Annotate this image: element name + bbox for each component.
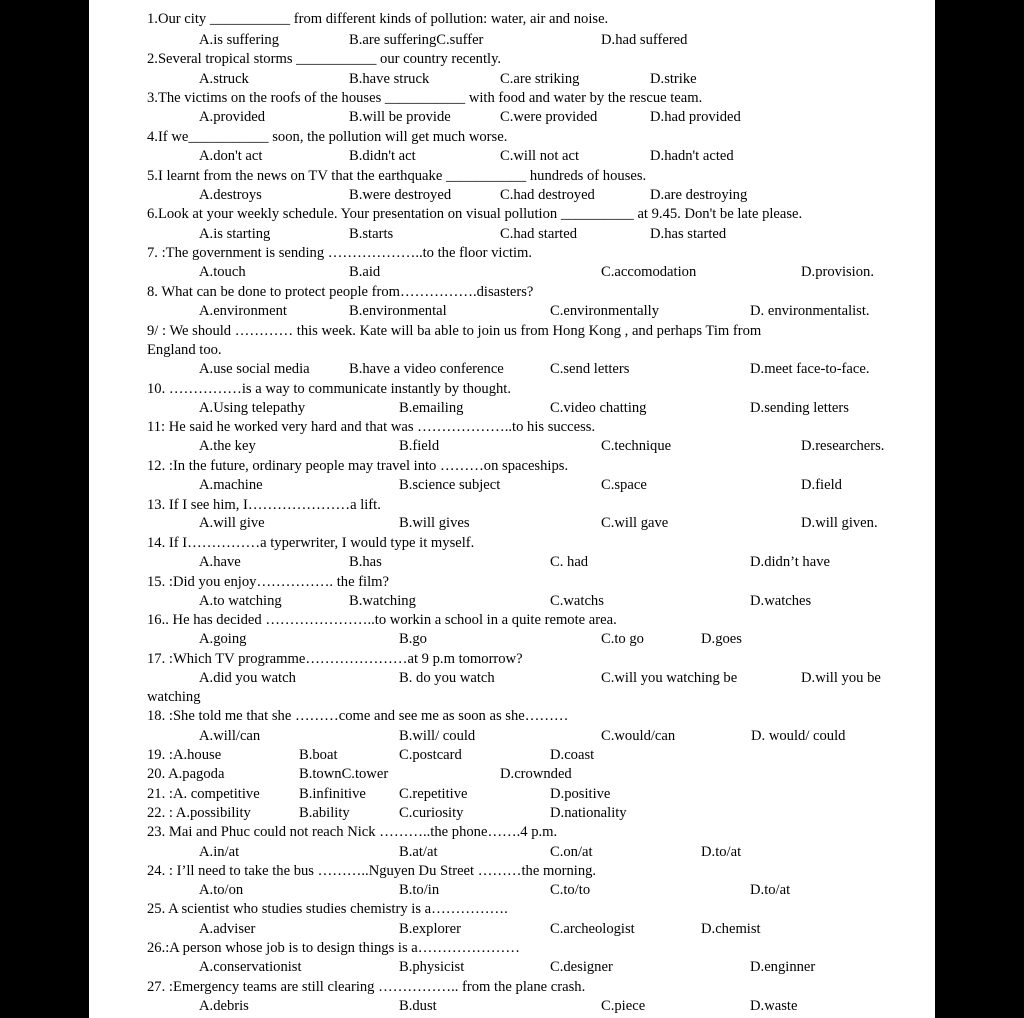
- answer-option: D.waste: [750, 998, 798, 1014]
- question-text: 23. Mai and Phuc could not reach Nick ………..the phone…….4 p.m.: [147, 824, 558, 840]
- options-27: [147, 997, 927, 1016]
- question-1: [147, 10, 927, 29]
- answer-option: B.dust: [399, 998, 437, 1014]
- answer-option: D. would/ could: [751, 728, 846, 744]
- answer-option: D.researchers.: [801, 438, 885, 454]
- options-23: [147, 843, 927, 862]
- options-10: [147, 399, 927, 418]
- question-text: 16.. He has decided …………………..to workin a school in a quite remote area.: [147, 612, 617, 628]
- answer-option: D.watches: [750, 593, 812, 609]
- question-11: [147, 418, 927, 437]
- options-1: [147, 31, 927, 50]
- answer-option: B.starts: [349, 226, 394, 242]
- answer-option: D.provision.: [801, 264, 874, 280]
- answer-option: A.conservationist: [199, 959, 302, 975]
- answer-option: A.is suffering: [199, 32, 279, 48]
- answer-option: C.piece: [601, 998, 646, 1014]
- question-16: [147, 611, 927, 630]
- answer-option: A.machine: [199, 477, 263, 493]
- question-text: 9/ : We should ………… this week. Kate will ba able to join us from Hong Kong , and perhaps Tim from: [147, 323, 762, 339]
- question-24: [147, 862, 927, 881]
- question-text: 26.:A person whose job is to design things is a…………………: [147, 940, 520, 956]
- question-5: [147, 167, 927, 186]
- question-27: [147, 978, 927, 997]
- question-text: 17. :Which TV programme…………………at 9 p.m tomorrow?: [147, 651, 523, 667]
- answer-option: D.field: [801, 477, 842, 493]
- answer-option: B.field: [399, 438, 440, 454]
- question-3: [147, 89, 927, 108]
- answer-option: A.environment: [199, 303, 287, 319]
- options-5: [147, 186, 927, 205]
- answer-option: D.are destroying: [650, 187, 748, 203]
- answer-option: B.are sufferingC.suffer: [349, 32, 484, 48]
- answer-option: D.crownded: [500, 766, 572, 782]
- answer-option: B.will be provide: [349, 109, 451, 125]
- answer-option: A.Using telepathy: [199, 400, 306, 416]
- question-25: [147, 900, 927, 919]
- options-9: [147, 360, 927, 379]
- answer-option: B.will/ could: [399, 728, 476, 744]
- answer-option: C.to go: [601, 631, 644, 647]
- question-21: [147, 785, 927, 804]
- answer-option: B.townC.tower: [299, 766, 389, 782]
- question-17: [147, 650, 927, 669]
- answer-option: D.goes: [701, 631, 742, 647]
- question-text: 21. :A. competitive: [147, 786, 260, 802]
- question-text: 8. What can be done to protect people from…………….disasters?: [147, 284, 534, 300]
- answer-option: A.to watching: [199, 593, 282, 609]
- answer-option: A.the key: [199, 438, 256, 454]
- question-4: [147, 128, 927, 147]
- answer-option: B.will gives: [399, 515, 470, 531]
- question-text: 15. :Did you enjoy……………. the film?: [147, 574, 389, 590]
- question-14: [147, 534, 927, 553]
- answer-option: B.has: [349, 554, 382, 570]
- answer-option: D.coast: [550, 747, 595, 763]
- options-3: [147, 108, 927, 127]
- question-text: 1.Our city ___________ from different kinds of pollution: water, air and noise.: [147, 11, 609, 27]
- answer-option: A.will/can: [199, 728, 261, 744]
- answer-option: C.curiosity: [399, 805, 464, 821]
- options-18: [147, 727, 927, 746]
- answer-option: C.are striking: [500, 71, 580, 87]
- question-text: 5.I learnt from the news on TV that the earthquake ___________ hundreds of houses.: [147, 168, 647, 184]
- answer-option: A.going: [199, 631, 247, 647]
- answer-option: C.would/can: [601, 728, 676, 744]
- question-26: [147, 939, 927, 958]
- answer-option: A.touch: [199, 264, 246, 280]
- answer-option: A.will give: [199, 515, 265, 531]
- question-text: 7. :The government is sending ………………..to the floor victim.: [147, 245, 533, 261]
- answer-option: B.emailing: [399, 400, 464, 416]
- answer-option: D.hadn't acted: [650, 148, 734, 164]
- answer-option: B.have a video conference: [349, 361, 504, 377]
- answer-option: D.enginner: [750, 959, 816, 975]
- answer-option: B.to/in: [399, 882, 440, 898]
- answer-option: C.on/at: [550, 844, 593, 860]
- answer-option: B.environmental: [349, 303, 447, 319]
- question-text: 27. :Emergency teams are still clearing …………….. from the plane crash.: [147, 979, 586, 995]
- answer-option: B.didn't act: [349, 148, 416, 164]
- answer-option: D.will given.: [801, 515, 878, 531]
- question-text: 6.Look at your weekly schedule. Your presentation on visual pollution __________ at 9.45. Don't be late please.: [147, 206, 803, 222]
- answer-option: A.is starting: [199, 226, 271, 242]
- answer-option: D.sending letters: [750, 400, 849, 416]
- answer-option: A.to/on: [199, 882, 244, 898]
- answer-option: A.destroys: [199, 187, 262, 203]
- question-text: 14. If I……………a typerwriter, I would type it myself.: [147, 535, 475, 551]
- answer-option: B. do you watch: [399, 670, 495, 686]
- question-text: 3.The victims on the roofs of the houses ___________ with food and water by the rescue team.: [147, 90, 703, 106]
- answer-option: C.watchs: [550, 593, 604, 609]
- answer-option: A.adviser: [199, 921, 256, 937]
- answer-option: C.were provided: [500, 109, 598, 125]
- answer-option: C.technique: [601, 438, 672, 454]
- question-text: 18. :She told me that she ………come and see me as soon as she………: [147, 708, 569, 724]
- answer-option: C.send letters: [550, 361, 630, 377]
- question-text: 22. : A.possibility: [147, 805, 251, 821]
- answer-option: D.nationality: [550, 805, 627, 821]
- question-text: 25. A scientist who studies studies chemistry is a…………….: [147, 901, 508, 917]
- answer-option: C.repetitive: [399, 786, 468, 802]
- answer-option: C.postcard: [399, 747, 462, 763]
- question-12: [147, 457, 927, 476]
- options-17: [147, 669, 927, 688]
- answer-option: D.meet face-to-face.: [750, 361, 870, 377]
- answer-option: A.in/at: [199, 844, 240, 860]
- options-7: [147, 263, 927, 282]
- question-15: [147, 573, 927, 592]
- question-2: [147, 50, 927, 69]
- answer-option: D.to/at: [750, 882, 791, 898]
- question-19: [147, 746, 927, 765]
- question-text: 4.If we___________ soon, the pollution will get much worse.: [147, 129, 508, 145]
- answer-option: C.to/to: [550, 882, 591, 898]
- answer-option: C.accomodation: [601, 264, 697, 280]
- answer-option: C.will gave: [601, 515, 669, 531]
- answer-option: B.at/at: [399, 844, 438, 860]
- answer-option: D.chemist: [701, 921, 761, 937]
- answer-option: C.designer: [550, 959, 613, 975]
- answer-option: D. environmentalist.: [750, 303, 870, 319]
- options-16: [147, 630, 927, 649]
- question-22: [147, 804, 927, 823]
- question-6: [147, 205, 927, 224]
- question-text: 11: He said he worked very hard and that was ………………..to his success.: [147, 419, 596, 435]
- question-17-continued: [147, 688, 927, 707]
- answer-option: C.will not act: [500, 148, 580, 164]
- answer-option: B.ability: [299, 805, 350, 821]
- worksheet-page: [89, 0, 935, 1018]
- question-text: 19. :A.house: [147, 747, 222, 763]
- answer-option: C. had: [550, 554, 589, 570]
- question-text: 24. : I’ll need to take the bus ………..Nguyen Du Street ………the morning.: [147, 863, 597, 879]
- answer-option: A.have: [199, 554, 241, 570]
- options-25: [147, 920, 927, 939]
- answer-option: A.provided: [199, 109, 266, 125]
- answer-option: C.environmentally: [550, 303, 660, 319]
- answer-option: B.infinitive: [299, 786, 366, 802]
- answer-option: D.had provided: [650, 109, 741, 125]
- question-text: 13. If I see him, I…………………a lift.: [147, 497, 381, 513]
- question-20: [147, 765, 927, 784]
- answer-option: A.use social media: [199, 361, 310, 377]
- options-6: [147, 225, 927, 244]
- options-4: [147, 147, 927, 166]
- options-13: [147, 514, 927, 533]
- answer-option: D.didn’t have: [750, 554, 830, 570]
- answer-option: B.science subject: [399, 477, 501, 493]
- question-7: [147, 244, 927, 263]
- question-13: [147, 496, 927, 515]
- options-8: [147, 302, 927, 321]
- question-18: [147, 707, 927, 726]
- answer-option: D.strike: [650, 71, 697, 87]
- answer-option: C.had destroyed: [500, 187, 595, 203]
- answer-option: C.video chatting: [550, 400, 647, 416]
- question-9-continued: [147, 341, 927, 360]
- options-12: [147, 476, 927, 495]
- question-text: 2.Several tropical storms ___________ our country recently.: [147, 51, 502, 67]
- question-text: 12. :In the future, ordinary people may travel into ………on spaceships.: [147, 458, 569, 474]
- answer-option: B.explorer: [399, 921, 462, 937]
- answer-option: A.struck: [199, 71, 249, 87]
- answer-option: D.had suffered: [601, 32, 688, 48]
- answer-option: B.go: [399, 631, 427, 647]
- answer-option: A.don't act: [199, 148, 263, 164]
- question-text-continued: England too.: [147, 342, 222, 358]
- answer-option: D.will you be: [801, 670, 881, 686]
- answer-option: D.to/at: [701, 844, 742, 860]
- question-23: [147, 823, 927, 842]
- answer-option: B.have struck: [349, 71, 430, 87]
- answer-option: B.watching: [349, 593, 416, 609]
- options-2: [147, 70, 927, 89]
- answer-option: D.positive: [550, 786, 611, 802]
- question-text: 20. A.pagoda: [147, 766, 225, 782]
- question-8: [147, 283, 927, 302]
- options-15: [147, 592, 927, 611]
- answer-option: B.boat: [299, 747, 338, 763]
- answer-option: B.were destroyed: [349, 187, 452, 203]
- answer-option: C.space: [601, 477, 647, 493]
- question-text-continued: watching: [147, 689, 201, 705]
- options-26: [147, 958, 927, 977]
- answer-option: B.aid: [349, 264, 381, 280]
- options-11: [147, 437, 927, 456]
- answer-option: C.had started: [500, 226, 578, 242]
- answer-option: A.did you watch: [199, 670, 296, 686]
- options-14: [147, 553, 927, 572]
- answer-option: B.physicist: [399, 959, 465, 975]
- question-9: [147, 322, 927, 341]
- answer-option: C.archeologist: [550, 921, 635, 937]
- question-text: 10. ……………is a way to communicate instantly by thought.: [147, 381, 511, 397]
- answer-option: C.will you watching be: [601, 670, 738, 686]
- options-24: [147, 881, 927, 900]
- answer-option: A.debris: [199, 998, 249, 1014]
- question-10: [147, 380, 927, 399]
- answer-option: D.has started: [650, 226, 727, 242]
